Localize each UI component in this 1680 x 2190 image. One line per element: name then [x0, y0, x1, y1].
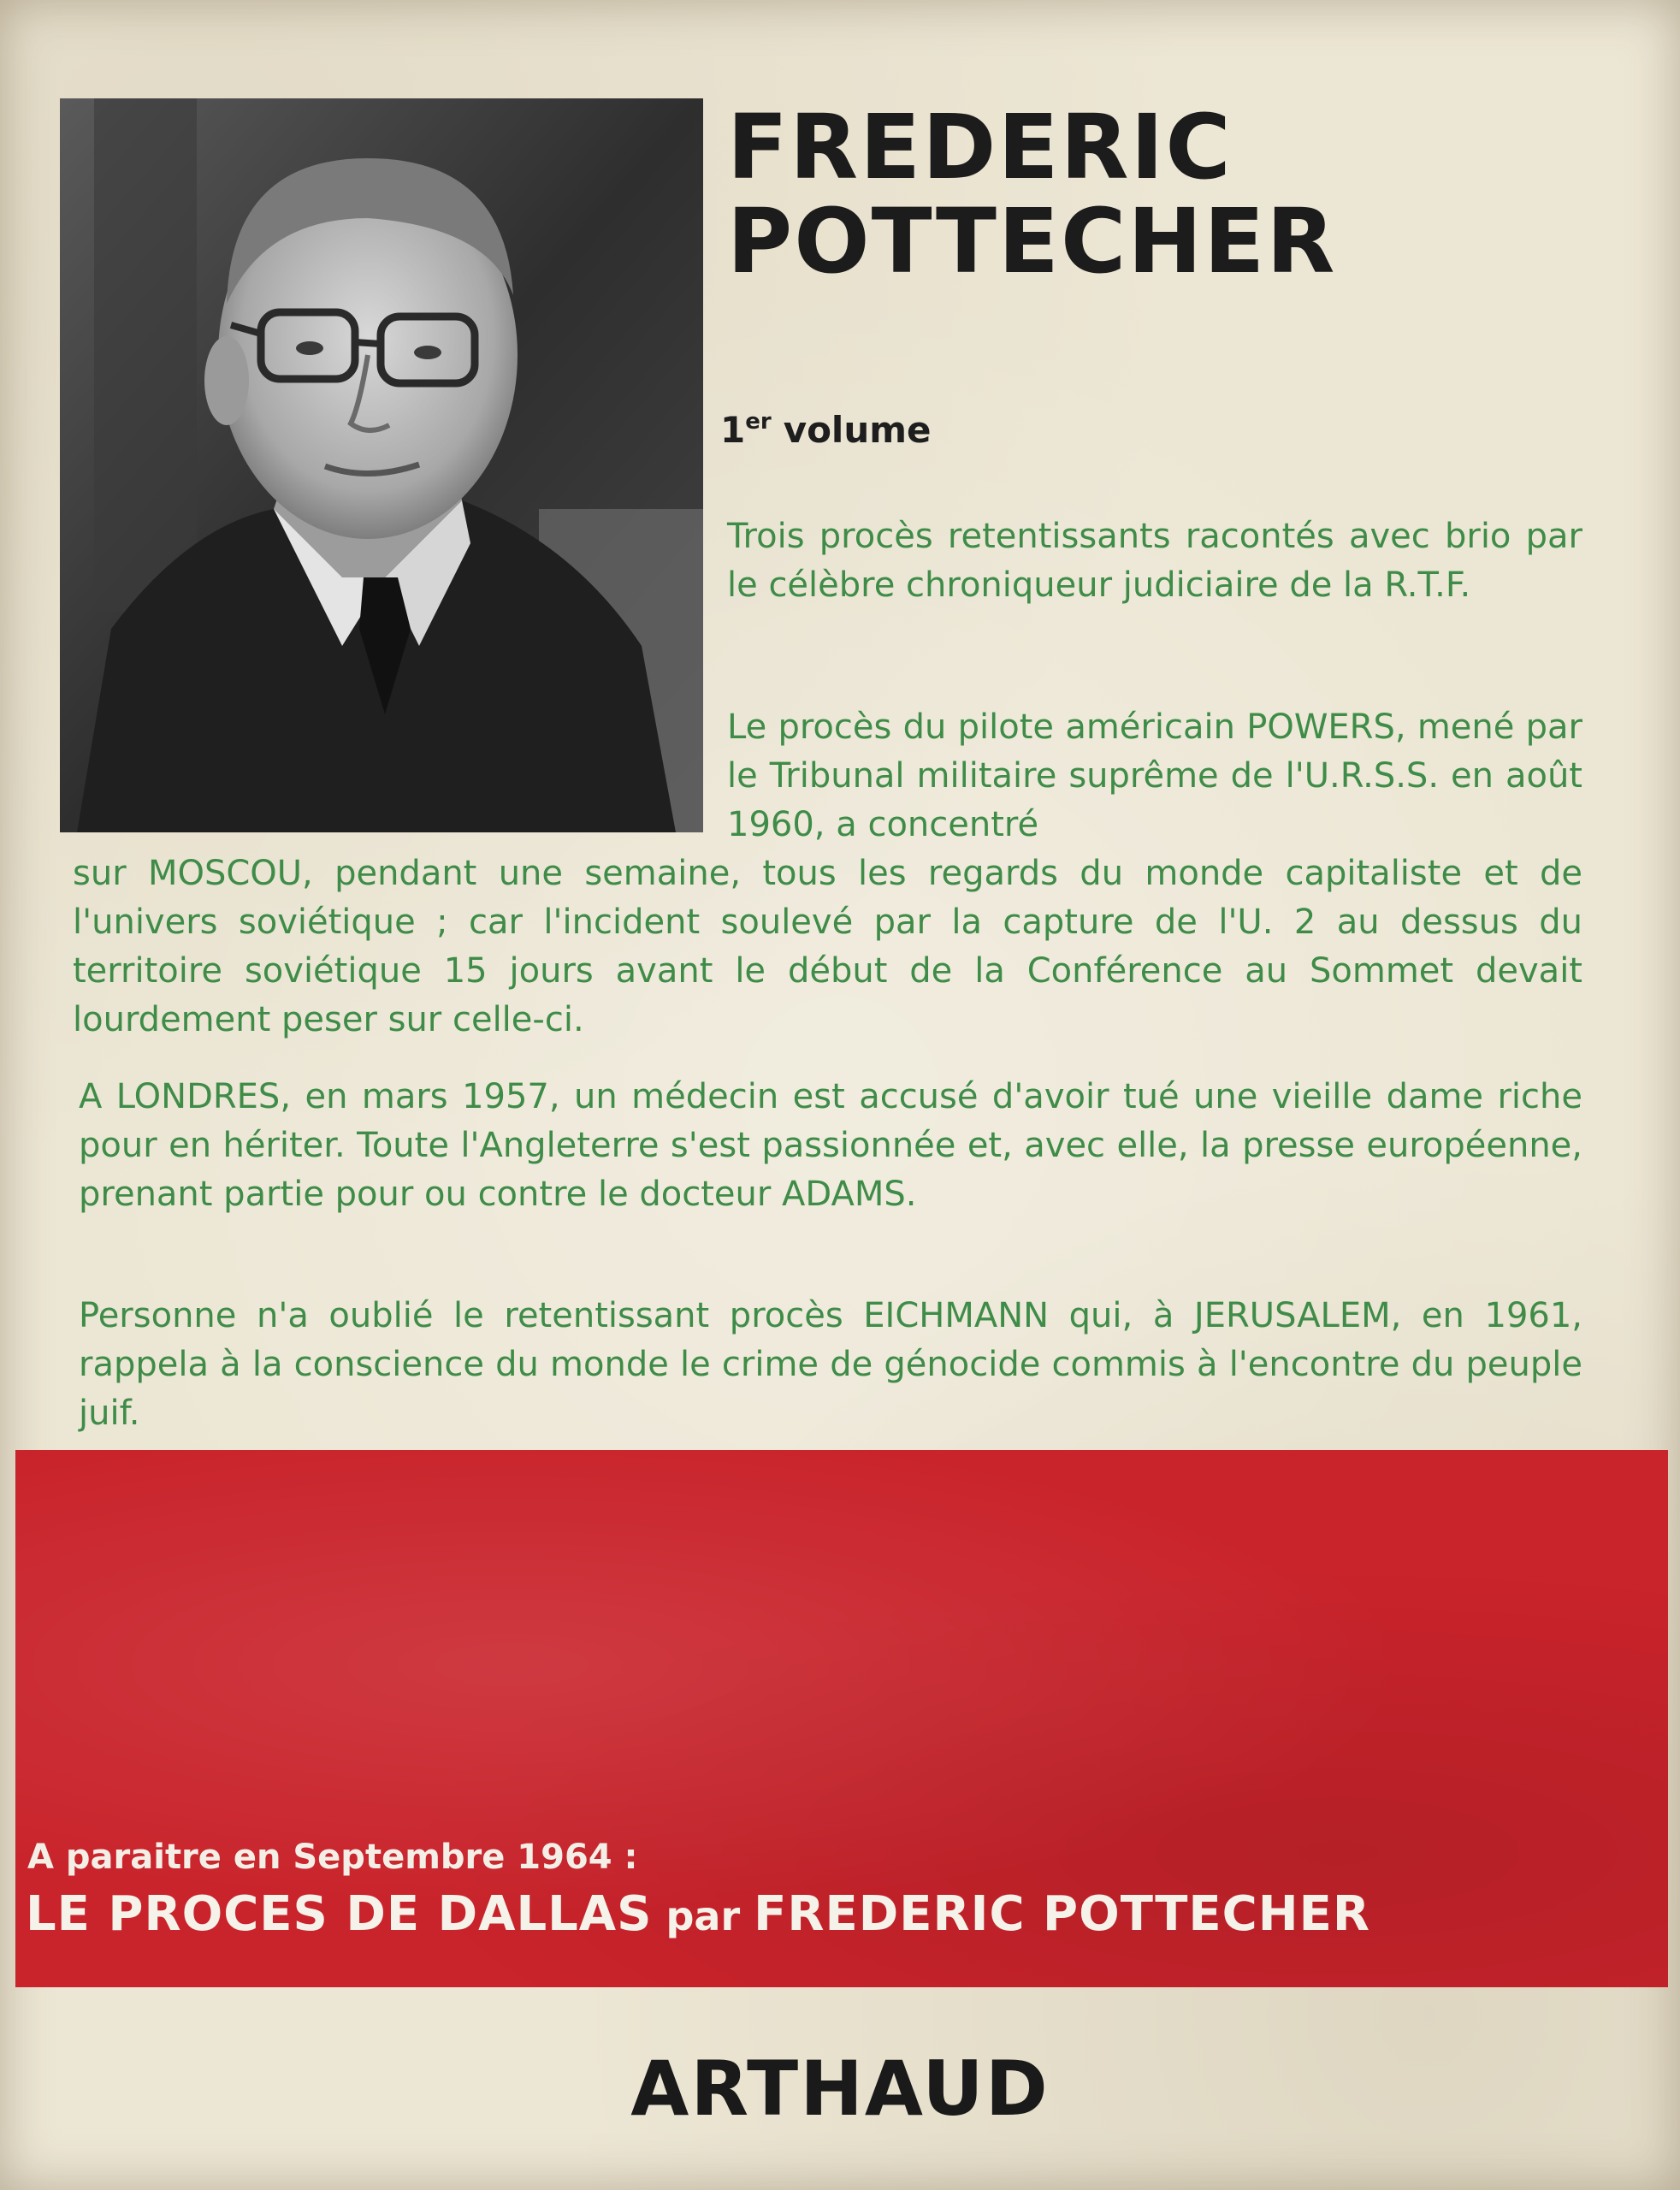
volume-label: [720, 409, 931, 451]
forthcoming-announcement: A paraitre en Septembre 1964 :: [27, 1838, 638, 1877]
portrait-icon: [60, 98, 703, 832]
forthcoming-title: LE PROCES DE DALLAS: [26, 1886, 653, 1942]
forthcoming-author: FREDERIC POTTECHER: [754, 1886, 1370, 1942]
author-portrait-photo: [60, 98, 703, 832]
author-name-line-1: FREDERIC: [727, 95, 1233, 199]
eichmann-paragraph: Personne n'a oublié le retentissant procès EICHMANN qui, à JERUSALEM, en 1961, rappela à la conscience du monde le crime de génocide commis à l'encontre du peuple juif.: [79, 1296, 1582, 1433]
publisher-name: ARTHAUD: [630, 2045, 1050, 2133]
author-name-line-2: POTTECHER: [727, 189, 1337, 293]
londres-paragraph: A LONDRES, en mars 1957, un médecin est accusé d'avoir tué une vieille dame riche pour en hériter. Toute l'Angleterre s'est passionnée et, avec elle, la presse européenne, prenant partie pour ou contre le docteur ADAMS.: [79, 1077, 1582, 1214]
intro-paragraph: Trois procès retentissants racontés avec brio par le célèbre chroniqueur judiciaire de la R.T.F.: [727, 517, 1582, 605]
forthcoming-book-line: [26, 1886, 1370, 1942]
powers-paragraph-rest: sur MOSCOU, pendant une semaine, tous les regards du monde capitaliste et de l'univers soviétique ; car l'incident soulevé par la capture de l'U. 2 au dessus du territoire soviétique 15 jours avant le début de la Conférence au Sommet devait lourdement peser sur celle-ci.: [73, 854, 1582, 1039]
forthcoming-by: par: [665, 1893, 741, 1939]
volume-suffix: er: [745, 409, 772, 435]
volume-word: volume: [783, 409, 932, 451]
powers-paragraph-start: Le procès du pilote américain POWERS, mené par le Tribunal militaire suprême de l'U.R.S.S. en août 1960, a concentré: [727, 707, 1582, 844]
volume-number: 1: [720, 409, 746, 451]
